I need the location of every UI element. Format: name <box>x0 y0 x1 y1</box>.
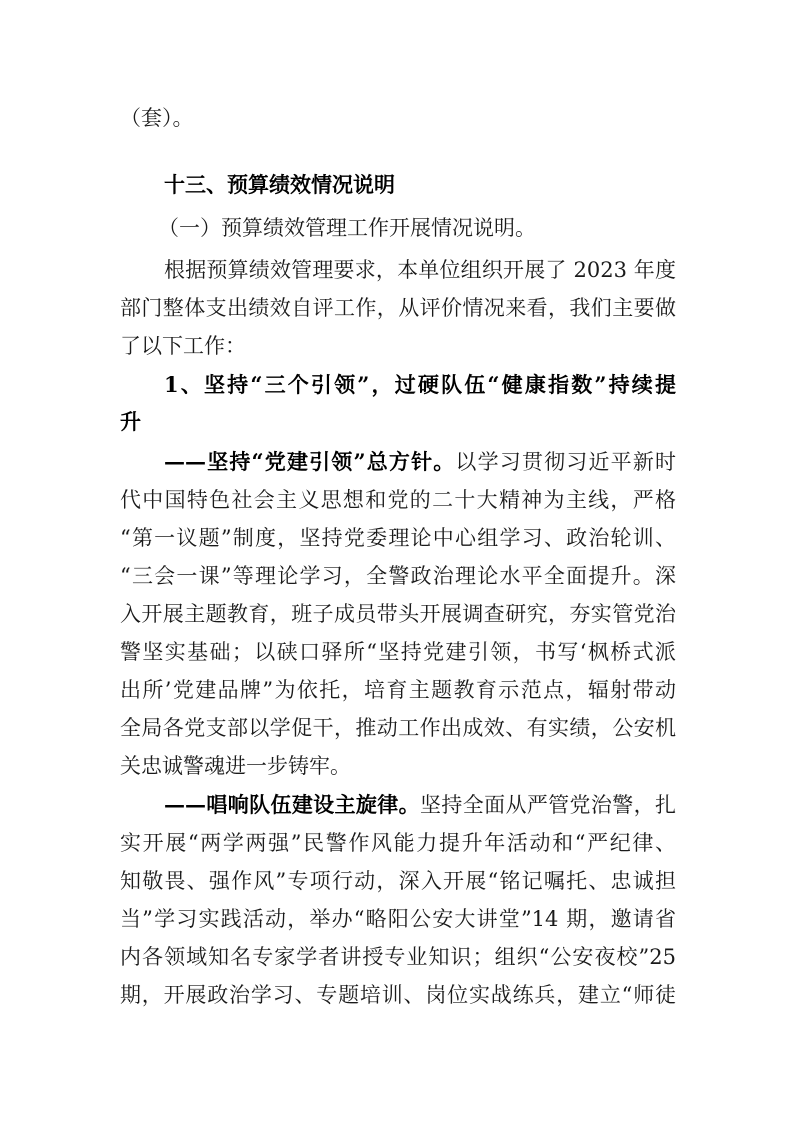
para2-line: 实开展“两学两强”民警作风能力提升年活动和“严纪律、 <box>120 831 676 855</box>
para2-line: 期，开展政治学习、专题培训、岗位实战练兵，建立“师徒 <box>120 983 676 1007</box>
para2-line: 知敬畏、强作风”专项行动，深入开展“铭记嘱托、忠诚担 <box>120 869 676 893</box>
subsection-title: （一）预算绩效管理工作开展情况说明。 <box>158 216 536 240</box>
point1-title: 1、坚持“三个引领”，过硬队伍“健康指数”持续提 <box>164 372 676 397</box>
para1-line: 警坚实基础；以硖口驿所“坚持党建引领，书写‘枫桥式派 <box>120 640 676 664</box>
para2-line: 当”学习实践活动，举办“略阳公安大讲堂”14 期，邀请省 <box>120 907 676 931</box>
para1-line: 关忠诚警魂进一步铸牢。 <box>120 754 351 778</box>
para1-line: 入开展主题教育，班子成员带头开展调查研究，夯实管党治 <box>120 602 676 626</box>
para1-line: 全局各党支部以学促干，推动工作出成效、有实绩，公安机 <box>120 716 676 740</box>
para1-lead: ——坚持“党建引领”总方针。 <box>164 449 456 474</box>
para1-line: “三会一课”等理论学习，全警政治理论水平全面提升。深 <box>120 564 676 588</box>
para2-first-line <box>164 791 676 819</box>
para1-line: 出所’党建品牌”为依托，培育主题教育示范点，辐射带动 <box>120 678 676 702</box>
carryover-text: （套）。 <box>120 106 194 130</box>
intro-line: 了以下工作： <box>120 334 246 358</box>
section-title: 十三、预算绩效情况说明 <box>164 173 395 197</box>
intro-line: 根据预算绩效管理要求，本单位组织开展了 2023 年度 <box>164 258 676 282</box>
para2-text: 坚持全面从严管党治警，扎 <box>420 793 676 817</box>
intro-line: 部门整体支出绩效自评工作，从评价情况来看，我们主要做 <box>120 296 676 320</box>
para1-line: 代中国特色社会主义思想和党的二十大精神为主线，严格 <box>120 488 676 512</box>
para2-line: 内各领域知名专家学者讲授专业知识；组织“公安夜校”25 <box>120 945 676 969</box>
para1-first-line <box>164 448 676 476</box>
para2-lead: ——唱响队伍建设主旋律。 <box>164 792 420 817</box>
para1-text: 以学习贯彻习近平新时 <box>455 450 676 474</box>
point1-title: 升 <box>120 409 141 434</box>
para1-line: “第一议题”制度，坚持党委理论中心组学习、政治轮训、 <box>120 526 676 550</box>
